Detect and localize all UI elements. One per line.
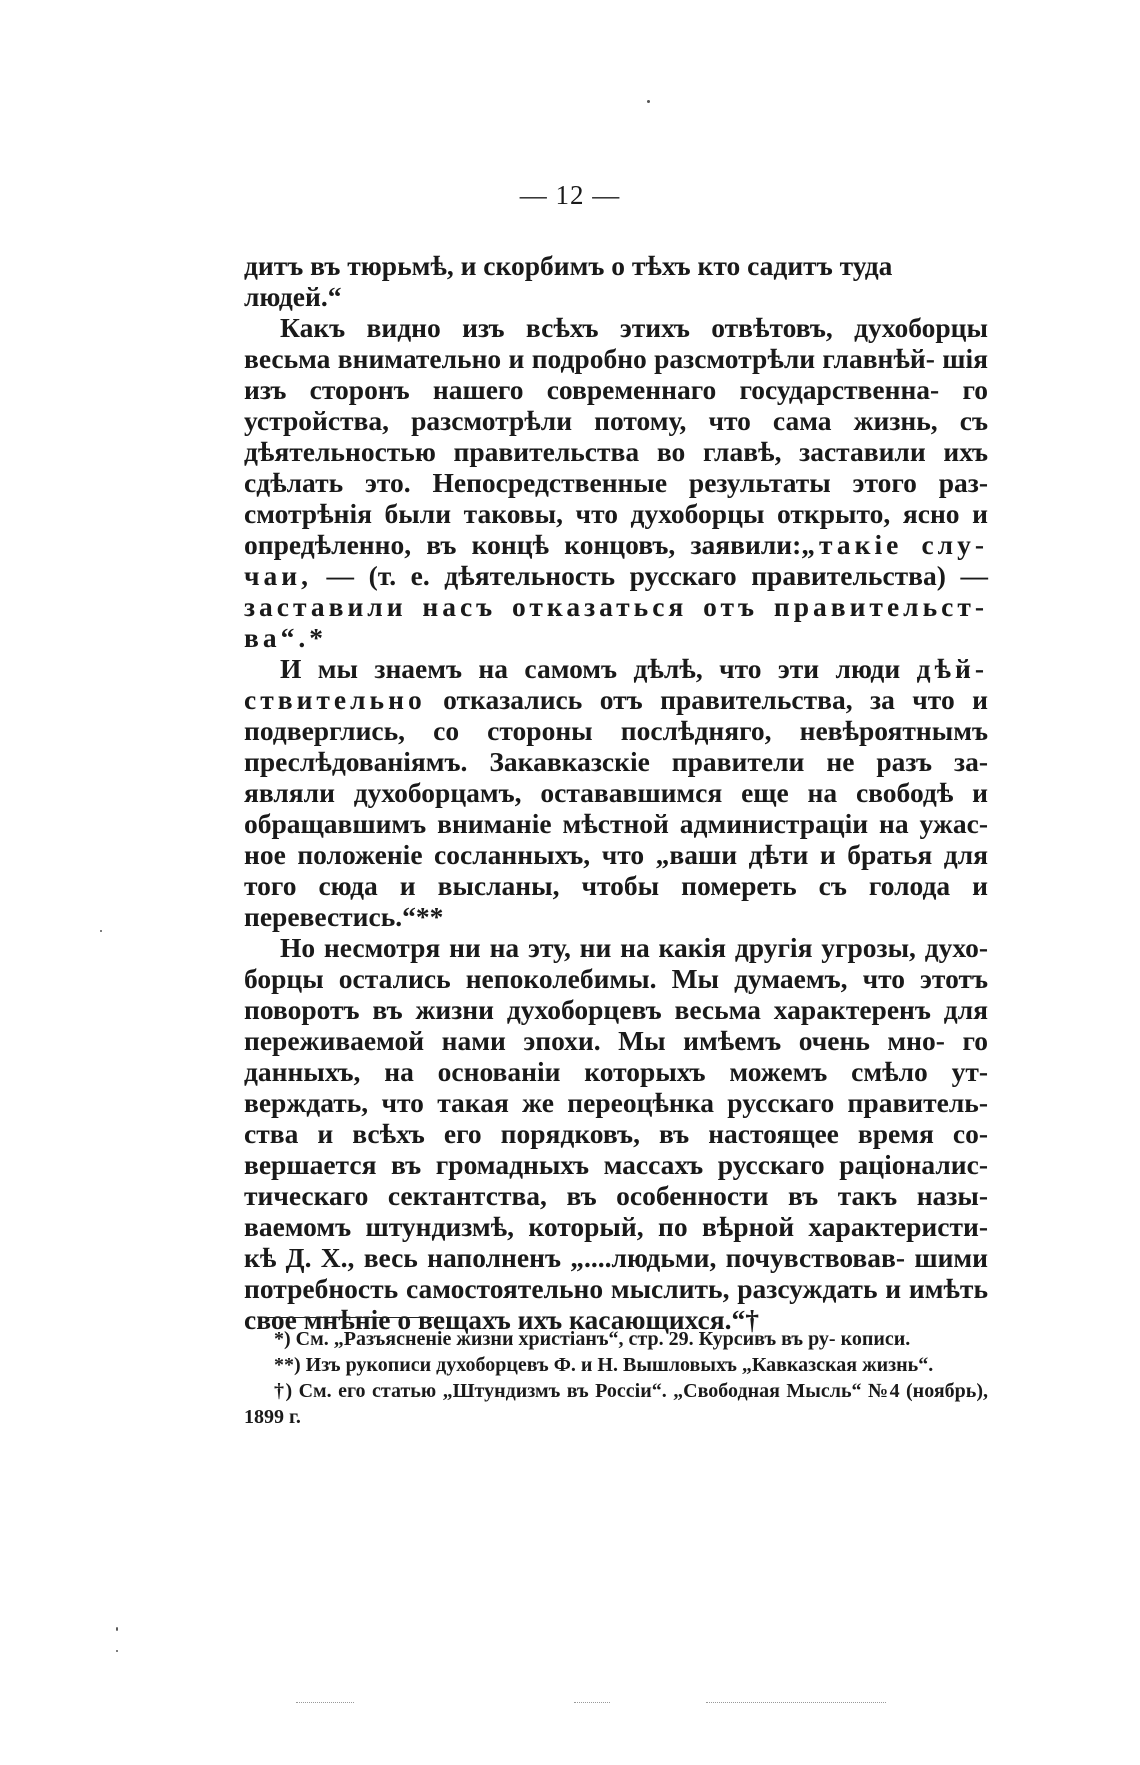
text-line: перевестись.“** bbox=[244, 901, 444, 932]
scan-speck bbox=[647, 100, 650, 103]
footnotes bbox=[244, 1326, 988, 1430]
footnote-line: *) См. „Разъясненіе жизни христіанъ“, стр. 29. Курсивъ въ ру- bbox=[274, 1328, 836, 1350]
scan-mark bbox=[296, 1702, 354, 1703]
spaced-word: дѣй- bbox=[916, 653, 988, 684]
text-line: го устройства, разсмотрѣли потому, что сама жизнь, съ bbox=[244, 374, 988, 436]
scan-speck bbox=[116, 1627, 118, 1631]
text-line: и опредѣленно, въ концѣ концовъ, заявили: bbox=[244, 498, 988, 560]
text-line: кѣ Д. Х., весь наполненъ „....людьми, почувствовав- bbox=[244, 1242, 906, 1273]
page-number: — 12 — bbox=[519, 180, 621, 210]
paragraph-2 bbox=[244, 312, 988, 653]
spaced-quote: заставили насъ отказаться отъ правительст- bbox=[244, 591, 988, 622]
text-line: вершается въ громадныхъ массахъ русскаго раціоналис- bbox=[244, 1149, 988, 1180]
body-text bbox=[244, 250, 988, 1335]
text-line: для переживаемой нами эпохи. Мы имѣемъ очень мно- bbox=[244, 994, 988, 1056]
scan-mark bbox=[574, 1702, 610, 1703]
spaced-quote: „такіе слу- bbox=[801, 529, 988, 560]
footnote-3 bbox=[244, 1378, 988, 1430]
text-line: весьма внимательно и подробно разсмотрѣли главнѣй- bbox=[244, 343, 935, 374]
text-line: шія изъ сторонъ нашего современнаго государственна- bbox=[244, 343, 988, 405]
text-line: подверглись, со стороны послѣдняго, невѣроятнымъ bbox=[244, 715, 988, 746]
text-line: Какъ видно изъ всѣхъ этихъ отвѣтовъ, духоборцы bbox=[280, 312, 988, 343]
text-line: тическаго сектантства, въ особенности въ такъ назы- bbox=[244, 1180, 988, 1211]
text-line: дѣятельностью правительства во главѣ, заставили ихъ bbox=[244, 436, 988, 467]
text-line: являли духоборцамъ, остававшимся еще на свободѣ и bbox=[244, 777, 988, 808]
text-line: и имѣть свое мнѣніе о вещахъ ихъ касающихся.“† bbox=[244, 1273, 988, 1335]
footnote-line: №4 (ноябрь), 1899 г. bbox=[244, 1380, 989, 1428]
paragraph-1 bbox=[244, 250, 988, 312]
footnote-line: кописи. bbox=[840, 1328, 911, 1350]
text-line: сдѣлать это. Непосредственные результаты этого раз- bbox=[244, 467, 988, 498]
spaced-quote: ва“.* bbox=[244, 622, 327, 653]
text-line: ства и всѣхъ его порядковъ, въ настоящее время со- bbox=[244, 1118, 988, 1149]
scan-mark bbox=[706, 1702, 886, 1703]
text-line: дитъ въ тюрьмѣ, и скорбимъ о тѣхъ кто садитъ туда bbox=[244, 250, 893, 281]
text-line: верждать, что такая же переоцѣнка русскаго правитель- bbox=[244, 1087, 988, 1118]
footnote-divider bbox=[268, 1317, 434, 1318]
footnote-line: жизнь“. bbox=[862, 1354, 934, 1376]
text-line: шими потребность самостоятельно мыслить, разсуждать bbox=[244, 1242, 989, 1304]
text-line: отказались отъ правительства, за что и bbox=[443, 684, 988, 715]
scan-speck bbox=[100, 930, 102, 932]
text-line: — (т. е. дѣятельность русскаго правительства) — bbox=[326, 560, 988, 591]
scan-speck bbox=[116, 1650, 118, 1652]
text-line: И мы знаемъ на самомъ дѣлѣ, что эти люди bbox=[280, 653, 901, 684]
footnote-1 bbox=[244, 1326, 988, 1352]
paragraph-4 bbox=[244, 932, 988, 1335]
spaced-word: ствительно bbox=[244, 684, 426, 715]
text-line: ваемомъ штундизмѣ, который, по вѣрной характеристи- bbox=[244, 1211, 988, 1242]
footnote-2 bbox=[244, 1352, 988, 1378]
paragraph-3 bbox=[244, 653, 988, 932]
text-line: го данныхъ, на основаніи которыхъ можемъ смѣло ут- bbox=[244, 1025, 988, 1087]
text-line: людей.“ bbox=[244, 281, 342, 312]
text-line: Но несмотря ни на эту, ни на какія другія угрозы, духо- bbox=[280, 932, 988, 963]
spaced-quote: чаи, bbox=[244, 560, 312, 591]
footnote-line: †) См. его статью „Штундизмъ въ Россіи“. „Свободная Мысль“ bbox=[274, 1380, 862, 1402]
text-line: обращавшимъ вниманіе мѣстной администраціи на ужас- bbox=[244, 808, 988, 839]
text-line: поворотъ въ жизни духоборцевъ весьма характеренъ bbox=[244, 994, 931, 1025]
text-line: ное положеніе сосланныхъ, что „ваши дѣти и братья bbox=[244, 839, 933, 870]
text-line: для того сюда и высланы, чтобы помереть съ голода и bbox=[244, 839, 988, 901]
text-line: преслѣдованіямъ. Закавказскіе правители не разъ за- bbox=[244, 746, 988, 777]
text-line: борцы остались непоколебимы. Мы думаемъ, что этотъ bbox=[244, 963, 988, 994]
text-line: смотрѣнія были таковы, что духоборцы открыто, ясно bbox=[244, 498, 960, 529]
footnote-line: **) Изъ рукописи духоборцевъ Ф. и Н. Вышловыхъ „Кавказская bbox=[274, 1354, 858, 1376]
